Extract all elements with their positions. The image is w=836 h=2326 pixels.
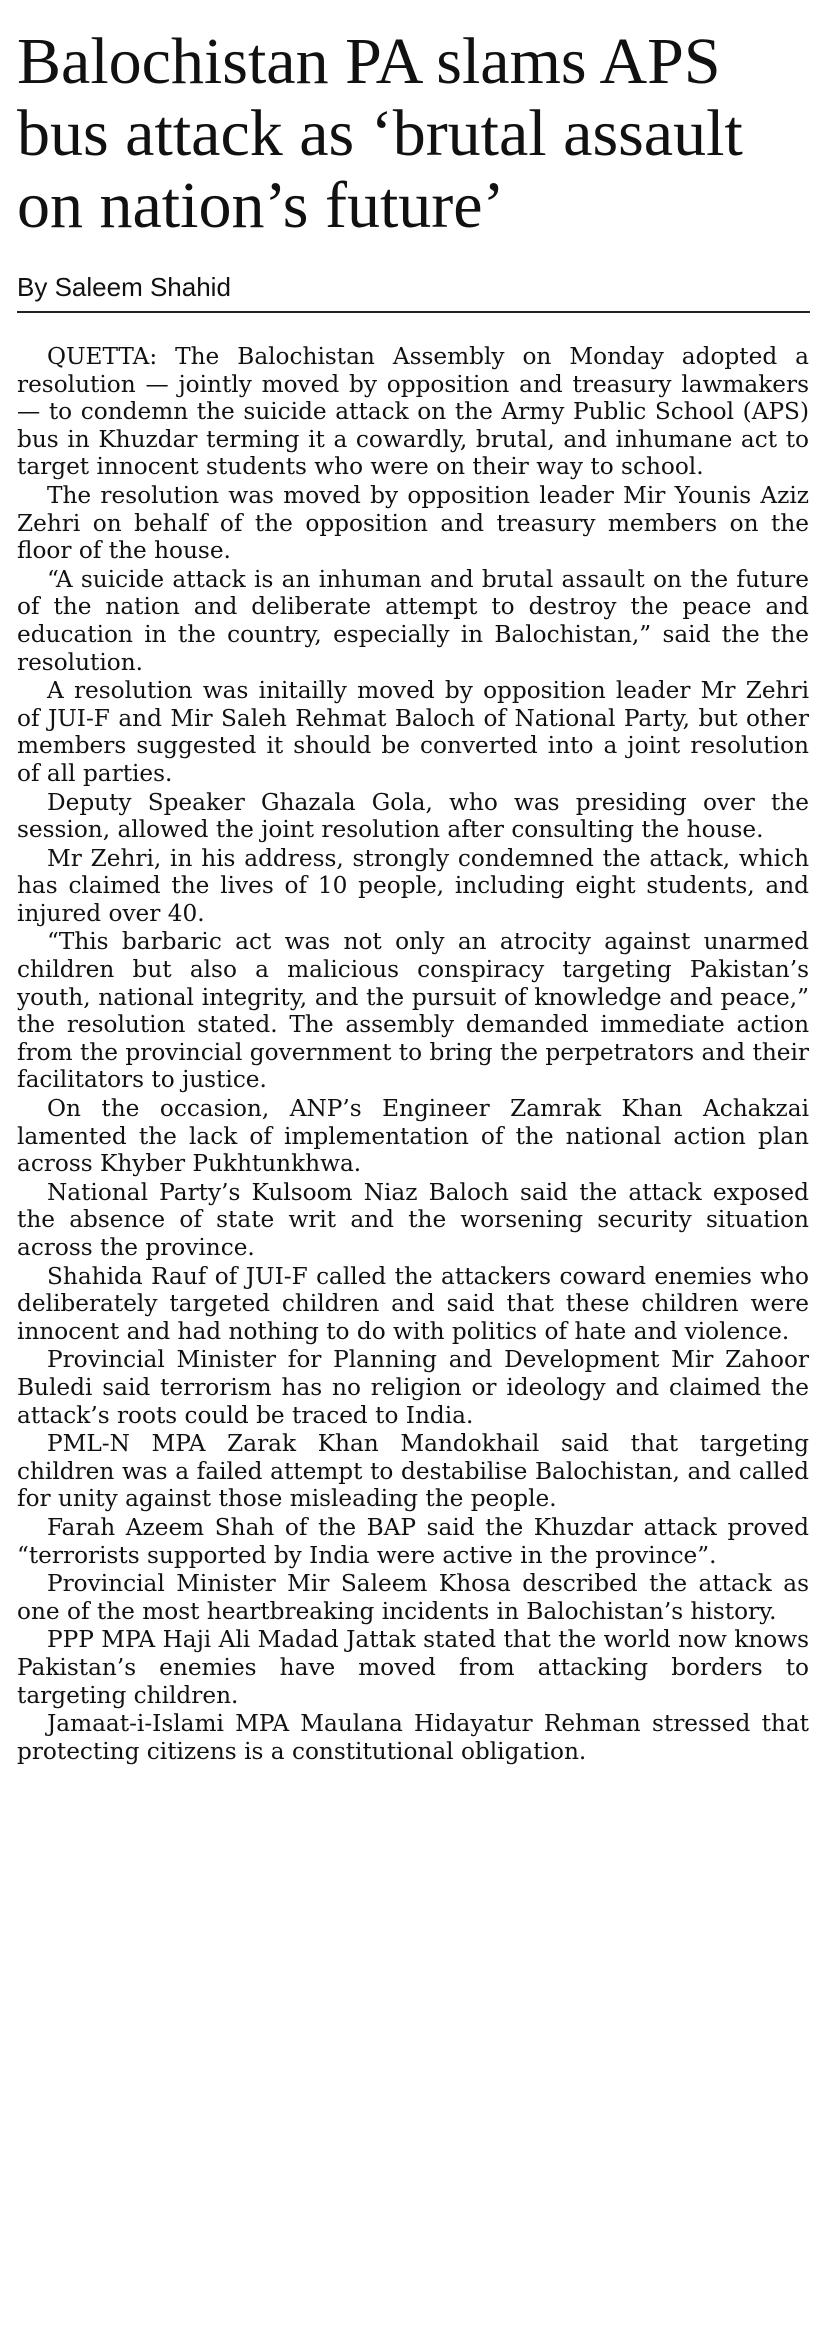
paragraph: National Party’s Kulsoom Niaz Baloch said the attack exposed the absence of state writ and the worsening security situation across the province. bbox=[17, 1178, 809, 1261]
news-article bbox=[17, 26, 807, 1766]
paragraph: Jamaat-i-Islami MPA Maulana Hidayatur Rehman stressed that protecting citizens is a constitutional obligation. bbox=[17, 1710, 809, 1765]
paragraph: Shahida Rauf of JUI-F called the attackers coward enemies who deliberately targeted children and said that these children were innocent and had nothing to do with politics of hate and violence. bbox=[17, 1262, 809, 1345]
paragraph: Provincial Minister Mir Saleem Khosa described the attack as one of the most heartbreaking incidents in Balochistan’s history. bbox=[17, 1570, 809, 1625]
paragraph: Mr Zehri, in his address, strongly condemned the attack, which has claimed the lives of 10 people, including eight students, and injured over 40. bbox=[17, 844, 809, 927]
paragraph: Provincial Minister for Planning and Development Mir Zahoor Buledi said terrorism has no religion or ideology and claimed the attack’s roots could be traced to India. bbox=[17, 1346, 809, 1429]
paragraph: Farah Azeem Shah of the BAP said the Khuzdar attack proved “terrorists supported by India were active in the province”. bbox=[17, 1513, 809, 1569]
paragraph: QUETTA: The Balochistan Assembly on Monday adopted a resolution — jointly moved by opposition and treasury lawmakers — to condemn the suicide attack on the Army Public School (APS) bus in Khuzdar terming it a cowardly, brutal, and inhumane act to target innocent students who were on their way to school. bbox=[17, 343, 809, 481]
article-body bbox=[17, 343, 809, 1765]
paragraph: The resolution was moved by opposition leader Mir Younis Aziz Zehri on behalf of the opposition and treasury members on the floor of the house. bbox=[17, 481, 809, 565]
paragraph: Deputy Speaker Ghazala Gola, who was presiding over the session, allowed the joint resolution after consulting the house. bbox=[17, 788, 809, 844]
paragraph: “This barbaric act was not only an atrocity against unarmed children but also a malicious conspiracy targeting Pakistan’s youth, national integrity, and the pursuit of knowledge and peace,” the resolution stated. The assembly demanded immediate action from the provincial government to bring the perpetrators and their facilitators to justice. bbox=[17, 928, 809, 1094]
paragraph: A resolution was initailly moved by opposition leader Mr Zehri of JUI-F and Mir Saleh Rehmat Baloch of National Party, but other members suggested it should be converted into a joint resolution of all parties. bbox=[17, 677, 809, 787]
byline: By Saleem Shahid bbox=[17, 272, 810, 313]
paragraph: On the occasion, ANP’s Engineer Zamrak Khan Achakzai lamented the lack of implementation of the national action plan across Khyber Pukhtunkhwa. bbox=[17, 1095, 809, 1178]
paragraph: “A suicide attack is an inhuman and brutal assault on the future of the nation and deliberate attempt to destroy the peace and education in the country, especially in Balochistan,” said the the resolution. bbox=[17, 565, 809, 676]
paragraph: PML-N MPA Zarak Khan Mandokhail said that targeting children was a failed attempt to destabilise Balochistan, and called for unity against those misleading the people. bbox=[17, 1430, 809, 1513]
paragraph: PPP MPA Haji Ali Madad Jattak stated that the world now knows Pakistan’s enemies have moved from attacking borders to targeting children. bbox=[17, 1626, 809, 1709]
headline: Balochistan PA slams APS bus attack as ‘brutal assault on nation’s future’ bbox=[17, 25, 743, 242]
